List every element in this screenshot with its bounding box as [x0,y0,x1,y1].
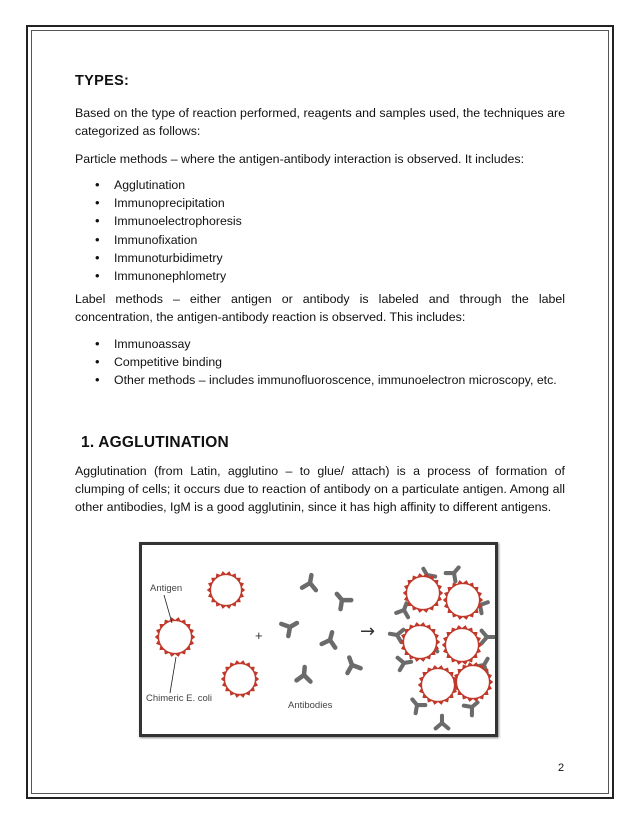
antibodies-label: Antibodies [288,700,333,711]
antibody-shape [331,589,351,609]
antibody-shape [322,630,339,647]
list-item: • Competitive binding [95,353,565,371]
antibody-shape [408,695,426,713]
antibody-shape [464,698,482,716]
antigen-cell [443,580,483,620]
list-item: • Other methods – includes immunofluoroscence, immunoelectron microscopy, etc. [95,371,565,389]
agglutination-figure [139,542,498,737]
antibody-shape [281,617,300,636]
list-item: • Immunofixation [95,231,565,249]
intro-paragraph: Based on the type of reaction performed, reagents and samples used, the techniques are categorized as follows: [75,106,565,138]
list-item: • Immunoturbidimetry [95,249,565,267]
antigen-cell [207,571,245,609]
list-item: • Immunoassay [95,335,565,353]
agglutination-paragraph: Agglutination (from Latin, agglutino – to glue/ attach) is a process of formation of clumping of cells; it occurs due to reaction of antibody on a particulate antigen. Among all other antibodies, IgM is a good agglutinin, since it has high affinity to different antigens. [75,464,565,514]
antigen-cell [400,622,440,662]
types-heading: TYPES: [75,73,130,89]
antigen-cell [403,573,443,613]
label-methods-paragraph: Label methods – either antigen or antibody is labeled and through the label concentration, the antigen-antibody reaction is observed. This includes: [75,292,565,324]
antigen-cell [442,625,482,665]
antigen-pointer [164,595,172,623]
plus-sign: + [255,628,263,643]
list-item: • Immunoprecipitation [95,194,565,212]
antibody-shape [482,631,495,644]
page-number: 2 [558,762,565,774]
list-item: • Immunonephlometry [95,267,565,285]
chimeric-label: Chimeric E. coli [146,693,212,704]
agglutination-heading: 1. AGGLUTINATION [81,434,229,451]
antibody-shape [389,628,404,643]
particle-methods-list [95,176,565,285]
antibody-shape [446,563,464,581]
antibodies-group [281,574,360,682]
agglutinated-cells [400,573,493,705]
reaction-arrow: → [360,621,376,642]
chimeric-pointer [170,657,176,693]
list-item: • Immunoelectrophoresis [95,212,565,230]
list-item: • Agglutination [95,176,565,194]
antigen-cell [155,617,195,657]
antigen-label: Antigen [150,583,183,594]
label-methods-list [95,335,565,390]
antibody-shape [343,655,361,673]
antibody-shape [302,574,318,590]
antibody-shape [436,716,449,729]
antigen-cell [418,665,458,705]
antigen-cell [221,660,259,698]
particle-methods-paragraph: Particle methods – where the antigen-antibody interaction is observed. It includes: [75,152,525,166]
agglutination-diagram [142,545,495,734]
antibody-shape [297,666,312,681]
